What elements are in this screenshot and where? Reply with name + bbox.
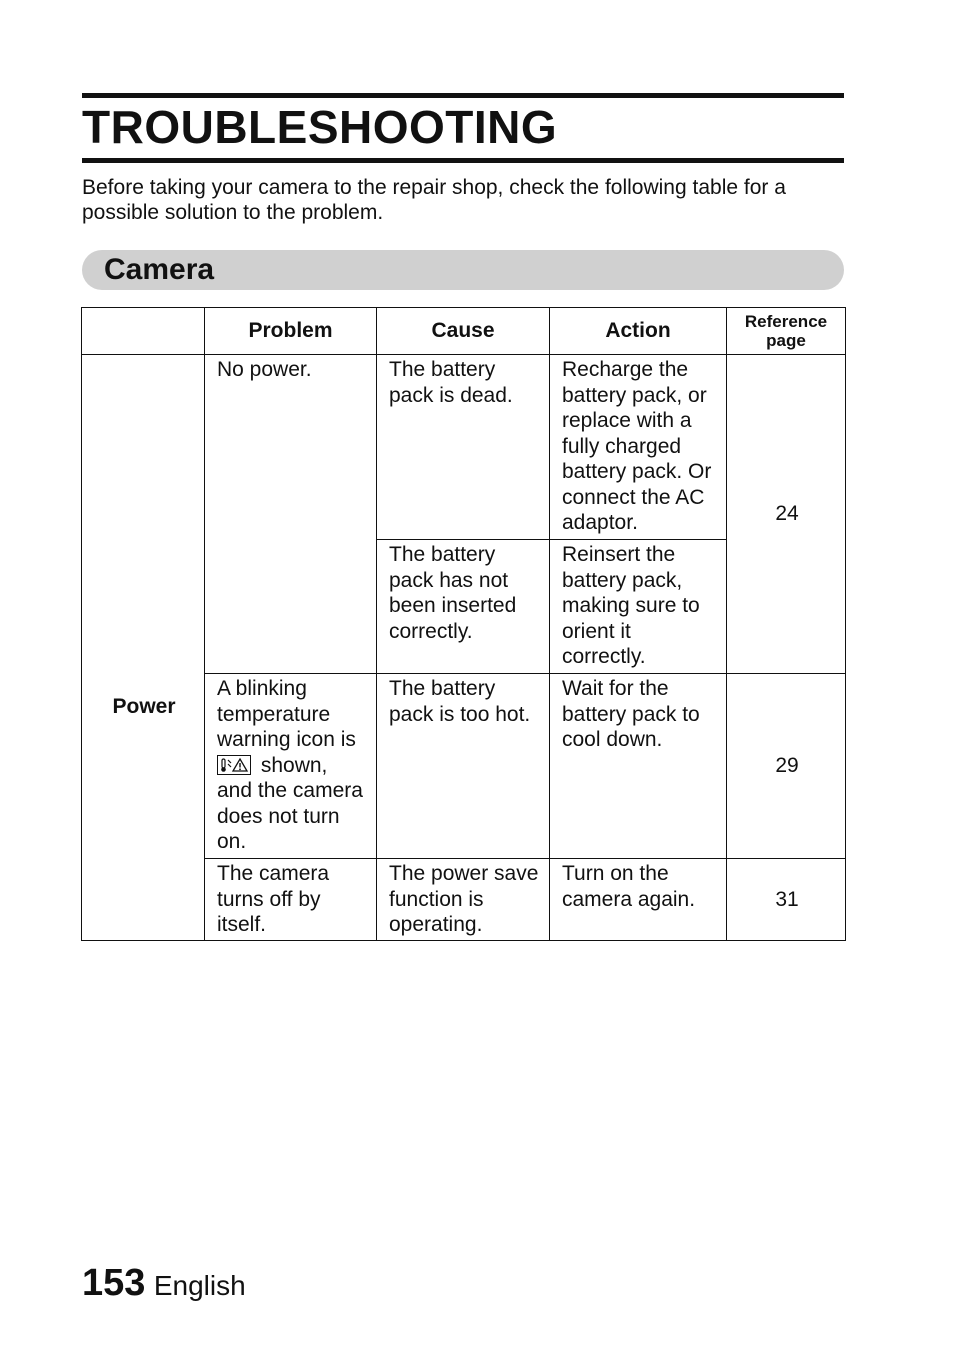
action-cell: Recharge the battery pack, or replace with a fully charged battery pack. Or connect the AC adaptor. [550, 355, 727, 540]
problem-text-after-icon: shown, and the camera does not turn on. [217, 753, 363, 853]
page-number: 153 [82, 1262, 146, 1304]
table-header-row [82, 308, 846, 355]
temperature-warning-icon [217, 755, 251, 775]
cause-cell: The battery pack is dead. [377, 355, 550, 540]
action-cell: Turn on the camera again. [550, 859, 727, 941]
troubleshooting-table [81, 307, 846, 941]
problem-cell: No power. [205, 355, 377, 674]
language-label: English [153, 1270, 246, 1301]
reference-cell: 24 [727, 355, 846, 674]
column-header-category [82, 308, 205, 355]
section-header-bar [82, 250, 844, 290]
page-footer [82, 1258, 246, 1316]
reference-cell: 31 [727, 859, 846, 941]
page-title: TROUBLESHOOTING [82, 101, 558, 153]
reference-cell: 29 [727, 674, 846, 859]
column-header-action: Action [550, 308, 727, 355]
table-row [82, 355, 846, 540]
column-header-problem: Problem [205, 308, 377, 355]
column-header-cause: Cause [377, 308, 550, 355]
problem-cell [205, 674, 377, 859]
action-cell: Wait for the battery pack to cool down. [550, 674, 727, 859]
column-header-reference: Reference page [727, 308, 846, 355]
category-cell-power: Power [82, 355, 205, 941]
problem-text-before-icon: A blinking temperature warning icon is [217, 677, 356, 751]
intro-paragraph: Before taking your camera to the repair shop, check the following table for a possible solution to the problem. [82, 176, 786, 224]
title-rule-bottom [82, 158, 844, 163]
section-title: Camera [104, 253, 215, 286]
cause-cell: The power save function is operating. [377, 859, 550, 941]
action-cell: Reinsert the battery pack, making sure to orient it correctly. [550, 540, 727, 674]
cause-cell: The battery pack has not been inserted correctly. [377, 540, 550, 674]
problem-cell: The camera turns off by itself. [205, 859, 377, 941]
title-rule-top [82, 93, 844, 98]
cause-cell: The battery pack is too hot. [377, 674, 550, 859]
